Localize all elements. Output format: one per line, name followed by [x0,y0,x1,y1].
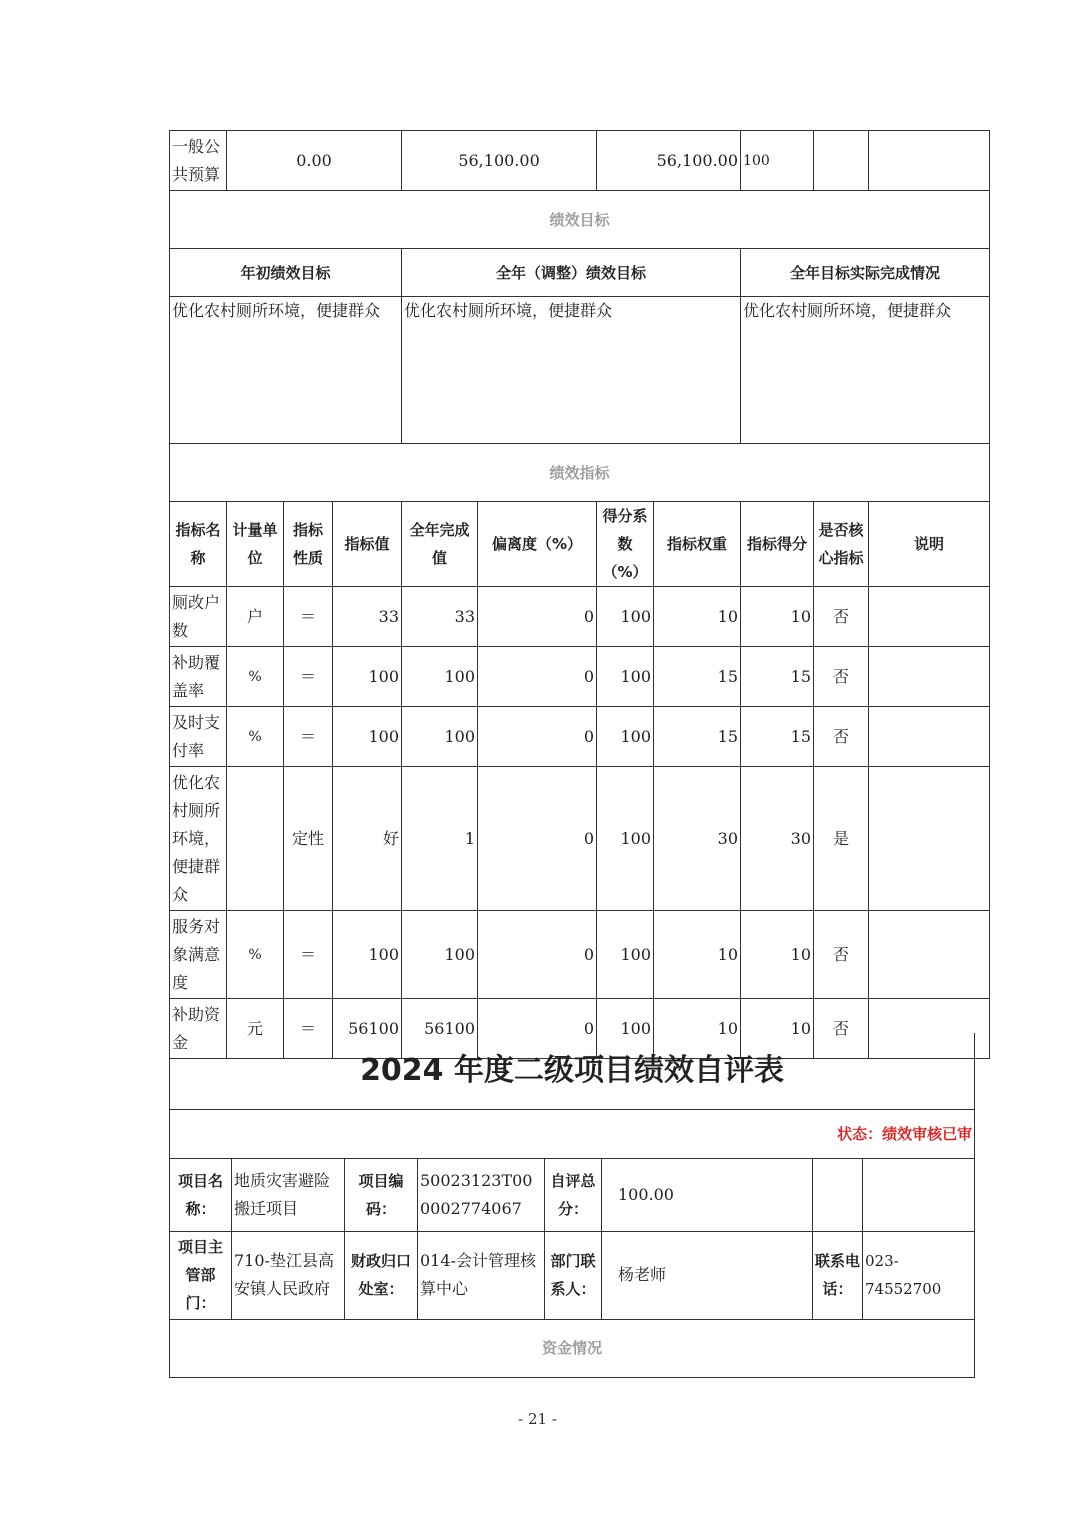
indicator-deviation: 0 [478,911,597,999]
indicator-core: 否 [814,647,869,707]
indicator-weight: 30 [654,767,741,911]
contact-label: 部门联系人： [545,1231,602,1319]
self-score-value: 100.00 [602,1158,813,1231]
project-name-value: 地质灾害避险搬迁项目 [232,1158,345,1231]
indicator-actual: 100 [402,707,478,767]
department-info-row [170,1231,975,1319]
indicator-actual: 100 [402,647,478,707]
goals-header-adjusted: 全年（调整）绩效目标 [402,249,741,297]
goals-value-row [170,297,990,444]
indicator-unit: 户 [227,587,284,647]
indicator-name: 优化农村厕所环境，便捷群众 [170,767,227,911]
col-header-unit: 计量单位 [227,502,284,587]
indicator-name: 补助资金 [170,999,227,1059]
indicator-coef: 100 [597,647,654,707]
self-score-label: 自评总分： [545,1158,602,1231]
indicator-unit: % [227,647,284,707]
indicator-target: 100 [333,647,402,707]
indicator-score: 10 [741,587,814,647]
indicator-deviation: 0 [478,647,597,707]
phone-label: 联系电话： [813,1231,863,1319]
indicator-coef: 100 [597,911,654,999]
table-row [170,587,990,647]
dept-label: 项目主管部门： [170,1231,232,1319]
project-name-label: 项目名称： [170,1158,232,1231]
indicator-core: 否 [814,587,869,647]
indicator-target: 100 [333,911,402,999]
funds-section-title: 资金情况 [170,1319,975,1377]
project-code-value: 50023123T000002774067 [418,1158,545,1231]
indicator-weight: 10 [654,911,741,999]
indicator-weight: 10 [654,587,741,647]
indicator-nature: ＝ [284,707,333,767]
budget-value-2: 56,100.00 [402,131,597,191]
dept-value: 710-垫江县高安镇人民政府 [232,1231,345,1319]
indicator-actual: 33 [402,587,478,647]
indicator-target: 33 [333,587,402,647]
budget-value-4: 100 [741,131,814,191]
indicator-nature: ＝ [284,587,333,647]
indicator-deviation: 0 [478,767,597,911]
indicator-coef: 100 [597,767,654,911]
indicator-score: 10 [741,999,814,1059]
goals-actual-value: 优化农村厕所环境，便捷群众 [741,297,990,444]
indicator-actual: 1 [402,767,478,911]
performance-table [169,130,990,1059]
indicator-score: 30 [741,767,814,911]
indicator-unit [227,767,284,911]
indicator-deviation: 0 [478,707,597,767]
budget-value-3: 56,100.00 [597,131,741,191]
indicator-unit: 元 [227,999,284,1059]
col-header-deviation: 偏离度（%） [478,502,597,587]
project-info-empty-2 [863,1158,975,1231]
indicator-weight: 10 [654,999,741,1059]
indicator-core: 否 [814,911,869,999]
indicator-deviation: 0 [478,587,597,647]
page-number: - 21 - [518,1410,557,1428]
col-header-name: 指标名称 [170,502,227,587]
col-header-target: 指标值 [333,502,402,587]
indicator-target: 56100 [333,999,402,1059]
col-header-score: 指标得分 [741,502,814,587]
indicator-note [869,767,990,911]
finance-office-value: 014-会计管理核算中心 [418,1231,545,1319]
indicator-actual: 100 [402,911,478,999]
col-header-actual: 全年完成值 [402,502,478,587]
finance-office-label: 财政归口处室： [345,1231,418,1319]
goals-header-initial: 年初绩效目标 [170,249,402,297]
phone-value: 023-74552700 [863,1231,975,1319]
project-info-row [170,1158,975,1231]
project-code-label: 项目编码： [345,1158,418,1231]
status-badge: 状态：绩效审核已审 [170,1109,975,1158]
goals-header-row [170,249,990,297]
indicator-score: 15 [741,707,814,767]
indicator-coef: 100 [597,999,654,1059]
indicator-name: 厕改户数 [170,587,227,647]
indicator-nature: ＝ [284,911,333,999]
col-header-note: 说明 [869,502,990,587]
self-evaluation-form [169,1033,975,1378]
budget-empty-2 [869,131,990,191]
form-title: 2024 年度二级项目绩效自评表 [170,1033,975,1109]
indicator-score: 15 [741,647,814,707]
contact-value: 杨老师 [602,1231,813,1319]
indicator-name: 服务对象满意度 [170,911,227,999]
table-row [170,647,990,707]
indicator-coef: 100 [597,587,654,647]
indicator-score: 10 [741,911,814,999]
indicator-note [869,707,990,767]
budget-label: 一般公共预算 [170,131,227,191]
goals-adjusted-value: 优化农村厕所环境，便捷群众 [402,297,741,444]
goals-section-title: 绩效目标 [170,191,990,249]
indicator-nature: ＝ [284,647,333,707]
budget-empty-1 [814,131,869,191]
table-row [170,767,990,911]
indicator-note [869,647,990,707]
indicator-nature: 定性 [284,767,333,911]
indicator-note [869,587,990,647]
col-header-weight: 指标权重 [654,502,741,587]
goals-initial-value: 优化农村厕所环境，便捷群众 [170,297,402,444]
indicator-name: 补助覆盖率 [170,647,227,707]
budget-value-1: 0.00 [227,131,402,191]
indicator-weight: 15 [654,707,741,767]
col-header-coef: 得分系数（%） [597,502,654,587]
indicators-section-title: 绩效指标 [170,444,990,502]
goals-header-actual: 全年目标实际完成情况 [741,249,990,297]
table-row [170,911,990,999]
indicator-nature: ＝ [284,999,333,1059]
indicators-header-row [170,502,990,587]
indicator-weight: 15 [654,647,741,707]
table-row [170,707,990,767]
project-info-empty-1 [813,1158,863,1231]
col-header-nature: 指标性质 [284,502,333,587]
indicator-actual: 56100 [402,999,478,1059]
budget-row [170,131,990,191]
indicator-deviation: 0 [478,999,597,1059]
indicator-note [869,911,990,999]
indicator-unit: % [227,707,284,767]
indicator-coef: 100 [597,707,654,767]
indicator-core: 否 [814,999,869,1059]
indicator-unit: % [227,911,284,999]
indicator-core: 是 [814,767,869,911]
indicator-target: 好 [333,767,402,911]
indicator-name: 及时支付率 [170,707,227,767]
indicator-core: 否 [814,707,869,767]
col-header-core: 是否核心指标 [814,502,869,587]
indicator-target: 100 [333,707,402,767]
